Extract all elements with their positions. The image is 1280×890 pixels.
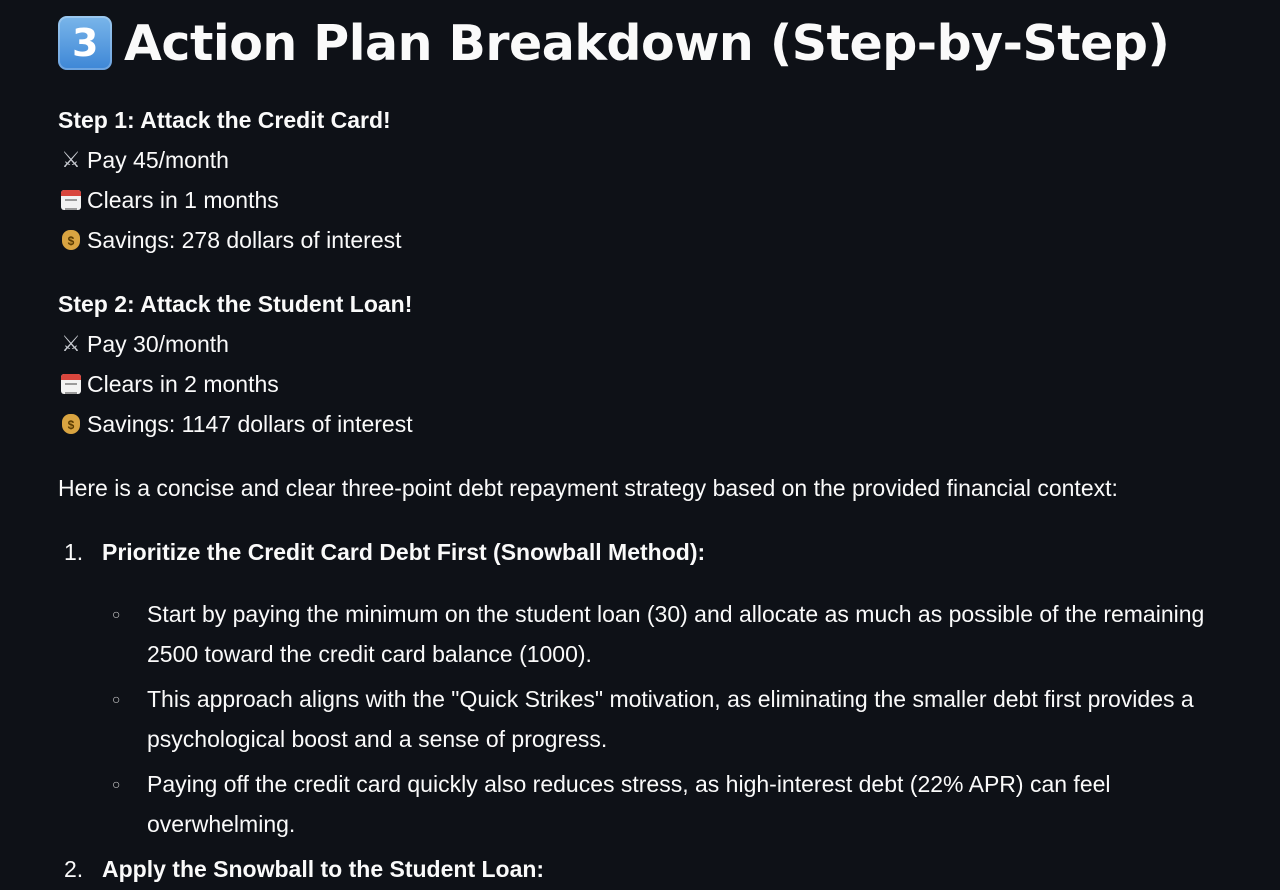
list-item — [102, 764, 1258, 844]
step-2-heading: Step 2: Attack the Student Loan! — [58, 291, 413, 317]
step-1-block — [58, 100, 1258, 260]
crossed-swords-icon: ⚔ — [61, 331, 81, 356]
strategy-item-number: 2. — [64, 856, 84, 882]
calendar-icon — [61, 374, 81, 394]
page-title — [58, 14, 1258, 72]
strategy-item-title: Apply the Snowball to the Student Loan: — [102, 856, 545, 882]
main-content — [58, 0, 1258, 889]
step-2-clears-text: Clears in 2 months — [87, 371, 279, 397]
step-1-pay-text: Pay 45/month — [87, 147, 229, 173]
step-1-savings-text: Savings: 278 dollars of interest — [87, 227, 402, 253]
list-item-text: This approach aligns with the "Quick Strikes" motivation, as eliminating the smaller debt first provides a psychological boost and a sense of progress. — [147, 686, 1194, 752]
step-1-pay — [58, 140, 1258, 180]
list-item-text: Paying off the credit card quickly also reduces stress, as high-interest debt (22% APR) can feel overwhelming. — [147, 771, 1111, 837]
hollow-bullet-icon: ○ — [112, 691, 121, 707]
step-1-clears-text: Clears in 1 months — [87, 187, 279, 213]
strategy-sub-list — [102, 594, 1258, 844]
list-item — [102, 594, 1258, 674]
strategy-item-2 — [58, 849, 1258, 889]
step-1-heading: Step 1: Attack the Credit Card! — [58, 107, 391, 133]
strategy-item-1 — [58, 532, 1258, 844]
step-2-savings — [58, 404, 1258, 444]
list-item-text: Start by paying the minimum on the student loan (30) and allocate as much as possible of the remaining 2500 toward the credit card balance (1000). — [147, 601, 1205, 667]
calendar-icon — [61, 190, 81, 210]
intro-paragraph: Here is a concise and clear three-point debt repayment strategy based on the provided financial context: — [58, 475, 1118, 501]
step-1-clears — [58, 180, 1258, 220]
step-1-savings — [58, 220, 1258, 260]
hollow-bullet-icon: ○ — [112, 606, 121, 622]
strategy-item-number: 1. — [64, 539, 84, 565]
step-2-clears — [58, 364, 1258, 404]
step-2-savings-text: Savings: 1147 dollars of interest — [87, 411, 413, 437]
step-2-pay-text: Pay 30/month — [87, 331, 229, 357]
page-title-text: Action Plan Breakdown (Step-by-Step) — [124, 14, 1170, 72]
money-bag-icon: $ — [62, 230, 80, 250]
strategy-list — [58, 532, 1258, 889]
strategy-item-title: Prioritize the Credit Card Debt First (Snowball Method): — [102, 539, 706, 565]
step-2-block — [58, 284, 1258, 444]
money-bag-icon: $ — [62, 414, 80, 434]
keycap-three-icon: 3 — [58, 16, 112, 70]
crossed-swords-icon: ⚔ — [61, 147, 81, 172]
step-2-pay — [58, 324, 1258, 364]
list-item — [102, 679, 1258, 759]
hollow-bullet-icon: ○ — [112, 776, 121, 792]
